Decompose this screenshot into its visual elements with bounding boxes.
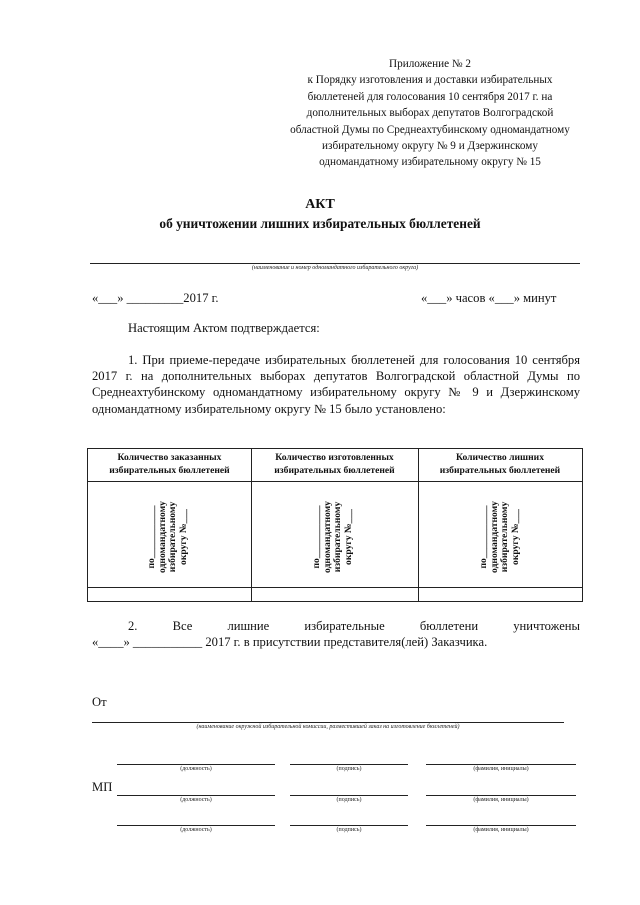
table-header-divider — [88, 481, 582, 482]
date-field: «___» _________2017 г. — [92, 291, 219, 305]
name-caption: (фамилия, инициалы) — [473, 766, 529, 772]
header-line: Количество заказанных — [117, 452, 222, 463]
header-line: избирательных бюллетеней — [439, 465, 561, 476]
appendix-line: одномандатному избирательному округу № 15 — [319, 156, 541, 169]
position-line — [117, 764, 275, 765]
name-line — [426, 795, 576, 796]
position-line — [117, 795, 275, 796]
appendix-line: избирательному округу № 9 и Дзержинскому — [322, 140, 538, 153]
name-caption: (фамилия, инициалы) — [473, 827, 529, 833]
rotated-district-label — [147, 501, 189, 573]
rotated-district-label — [312, 501, 354, 573]
header-line: избирательных бюллетеней — [109, 465, 230, 476]
rotated-line: округу №___ — [177, 509, 189, 565]
stamp-label: МП — [92, 780, 113, 794]
appendix-line: Приложение № 2 — [389, 58, 471, 70]
position-caption: (должность) — [180, 797, 212, 803]
rotated-line: округу №___ — [509, 509, 521, 565]
signature-line — [290, 764, 408, 765]
rotated-line: избирательному — [499, 501, 510, 573]
time-field: «___» часов «___» минут — [421, 291, 557, 305]
commission-caption: (наименование окружной избирательной комиссии, разместившей заказ на изготовление бюллетеней) — [196, 724, 460, 730]
rotated-line: по___________ — [311, 505, 322, 569]
table-cell-ordered — [138, 483, 198, 591]
rotated-line: округу №___ — [342, 509, 354, 565]
intro-text: Настоящим Актом подтверждается: — [128, 321, 320, 335]
rotated-line: одномандатному — [488, 501, 500, 573]
table-header-produced — [251, 451, 418, 481]
position-caption: (должность) — [180, 766, 212, 772]
commission-fill-line — [92, 722, 564, 723]
item-2-line-1: 2. Все лишние избирательные бюллетени уничтожены — [128, 619, 580, 633]
rotated-line: избирательному — [332, 501, 343, 573]
signature-line — [290, 825, 408, 826]
header-line: Количество лишних — [456, 452, 544, 463]
rotated-line: избирательному — [167, 501, 178, 573]
header-line: избирательных бюллетеней — [274, 465, 395, 476]
ballot-count-table — [87, 448, 583, 602]
rotated-line: одномандатному — [321, 501, 333, 573]
appendix-line: бюллетеней для голосования 10 сентября 2017 г. на — [307, 90, 553, 103]
rotated-line: одномандатному — [156, 501, 168, 573]
signature-line — [290, 795, 408, 796]
signature-caption: (подпись) — [336, 797, 362, 803]
signature-caption: (подпись) — [336, 766, 362, 772]
item-1-paragraph: 1. При приеме-передаче избирательных бюллетеней для голосования 10 сентября 2017 г. на дополнительных выборах депутатов Волгоградской областной Думы по Среднеахтубинскому одномандатному избирательному округу № 9 и Дзержинскому одномандатному избирательному округу № 15 было установлено: — [92, 353, 580, 416]
header-line: Количество изготовленных — [275, 452, 394, 463]
from-label: От — [92, 695, 107, 709]
appendix-line: дополнительных выборах депутатов Волгоградской — [306, 107, 554, 120]
rotated-line: по___________ — [146, 505, 157, 569]
rotated-district-label — [479, 501, 521, 573]
appendix-block — [265, 56, 595, 171]
name-line — [426, 764, 576, 765]
table-cell-produced — [303, 483, 363, 591]
table-header-ordered — [88, 451, 251, 481]
name-caption: (фамилия, инициалы) — [473, 797, 529, 803]
name-line — [426, 825, 576, 826]
table-header-excess — [418, 451, 582, 481]
table-cell-excess — [470, 483, 530, 591]
appendix-line: областной Думы по Среднеахтубинскому одномандатному — [290, 123, 570, 136]
document-title: АКТ — [305, 197, 335, 212]
position-caption: (должность) — [180, 827, 212, 833]
district-caption: (наименование и номер одномандатного избирательного округа) — [251, 265, 419, 271]
item-2-line-2: «____» ___________ 2017 г. в присутствии представителя(лей) Заказчика. — [92, 635, 488, 649]
district-fill-line — [90, 263, 580, 264]
document-subtitle: об уничтожении лишних избирательных бюллетеней — [159, 216, 481, 231]
rotated-line: по___________ — [478, 505, 489, 569]
position-line — [117, 825, 275, 826]
appendix-line: к Порядку изготовления и доставки избирательных — [307, 74, 553, 87]
signature-caption: (подпись) — [336, 827, 362, 833]
